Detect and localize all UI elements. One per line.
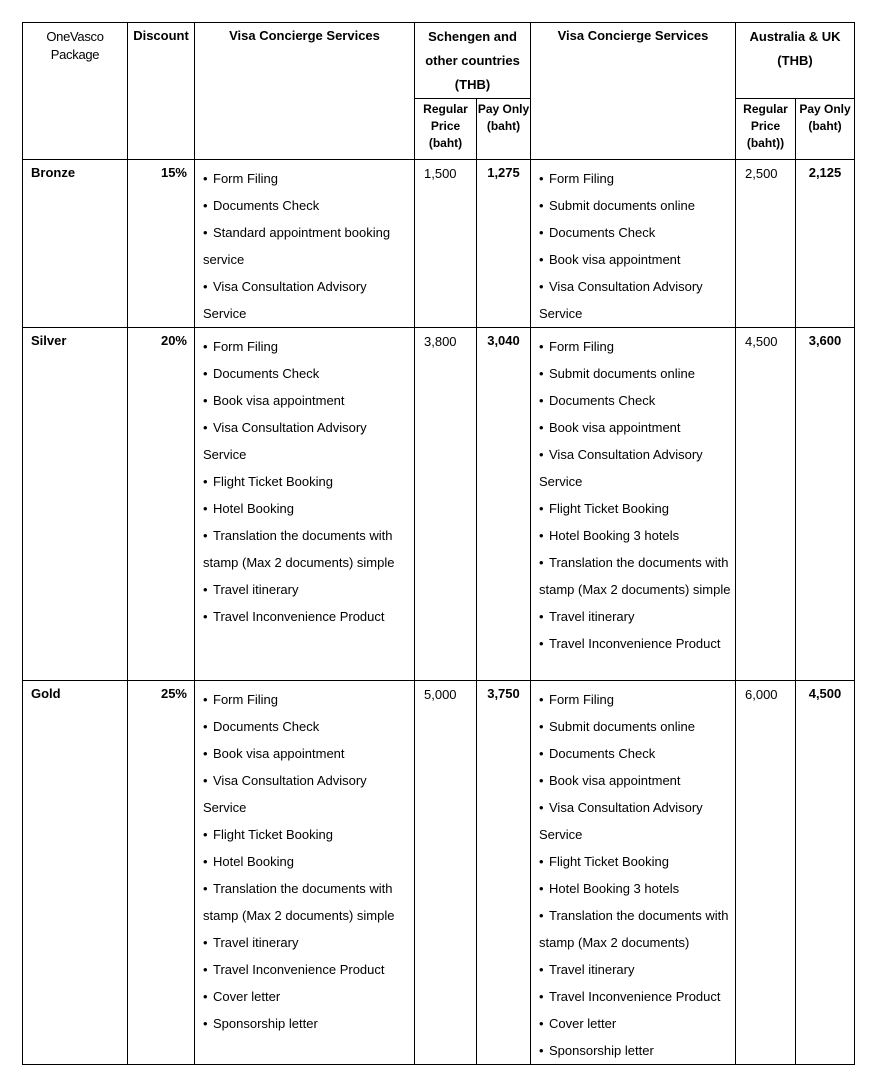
service-item bbox=[539, 333, 731, 360]
bullet: • bbox=[539, 800, 544, 815]
service-text: Flight Ticket Booking bbox=[213, 827, 333, 842]
service-text: Submit documents online bbox=[549, 366, 695, 381]
bullet: • bbox=[203, 609, 208, 624]
pay-only-schengen: 3,040 bbox=[477, 328, 531, 681]
package-row-bronze bbox=[23, 160, 855, 328]
bullet: • bbox=[539, 198, 544, 213]
header-region-schengen-line2: other countries bbox=[425, 53, 520, 68]
service-text: Translation the documents with stamp (Max 2 documents) simple bbox=[203, 528, 395, 570]
service-item bbox=[203, 192, 410, 219]
service-item bbox=[203, 387, 410, 414]
service-item bbox=[539, 273, 731, 327]
service-text: Travel itinerary bbox=[213, 582, 299, 597]
service-item bbox=[539, 246, 731, 273]
service-item bbox=[539, 441, 731, 495]
regular-price-schengen: 3,800 bbox=[415, 328, 477, 681]
service-text: Cover letter bbox=[549, 1016, 617, 1031]
bullet: • bbox=[203, 198, 208, 213]
bullet: • bbox=[539, 989, 544, 1004]
bullet: • bbox=[539, 609, 544, 624]
service-item bbox=[539, 983, 731, 1010]
service-item bbox=[539, 192, 731, 219]
service-text: Submit documents online bbox=[549, 198, 695, 213]
bullet: • bbox=[539, 393, 544, 408]
service-list bbox=[203, 165, 410, 327]
service-text: Flight Ticket Booking bbox=[213, 474, 333, 489]
header-discount: Discount bbox=[128, 23, 195, 160]
bullet: • bbox=[539, 746, 544, 761]
pay-only-australia-uk: 3,600 bbox=[796, 328, 855, 681]
bullet: • bbox=[203, 474, 208, 489]
service-item bbox=[203, 821, 410, 848]
service-item bbox=[539, 549, 731, 603]
bullet: • bbox=[203, 420, 208, 435]
service-item bbox=[539, 956, 731, 983]
services-australia-uk bbox=[531, 160, 736, 328]
service-item bbox=[203, 1010, 410, 1037]
services-schengen bbox=[195, 160, 415, 328]
services-schengen bbox=[195, 681, 415, 1065]
service-text: Cover letter bbox=[213, 989, 281, 1004]
service-text: Form Filing bbox=[213, 171, 279, 186]
header-package bbox=[23, 23, 128, 160]
bullet: • bbox=[203, 366, 208, 381]
service-item bbox=[539, 219, 731, 246]
services-australia-uk bbox=[531, 328, 736, 681]
bullet: • bbox=[539, 962, 544, 977]
service-text: Translation the documents with stamp (Max 2 documents) simple bbox=[539, 555, 731, 597]
bullet: • bbox=[539, 555, 544, 570]
services-australia-uk bbox=[531, 681, 736, 1065]
bullet: • bbox=[203, 854, 208, 869]
service-text: Book visa appointment bbox=[213, 746, 345, 761]
service-item bbox=[203, 956, 410, 983]
services-schengen bbox=[195, 328, 415, 681]
bullet: • bbox=[539, 366, 544, 381]
bullet: • bbox=[539, 854, 544, 869]
bullet: • bbox=[539, 1016, 544, 1031]
service-item bbox=[539, 1037, 731, 1064]
package-rows bbox=[23, 160, 855, 1065]
service-text: Book visa appointment bbox=[549, 773, 681, 788]
bullet: • bbox=[539, 773, 544, 788]
regular-price-schengen: 1,500 bbox=[415, 160, 477, 328]
bullet: • bbox=[539, 636, 544, 651]
service-text: Form Filing bbox=[549, 339, 615, 354]
service-text: Travel Inconvenience Product bbox=[213, 609, 385, 624]
service-text: Visa Consultation Advisory Service bbox=[539, 279, 703, 321]
regular-price-australia-uk: 6,000 bbox=[736, 681, 796, 1065]
header-regular-price-2: Regular Price (baht)) bbox=[736, 99, 796, 160]
service-text: Translation the documents with stamp (Max 2 documents) simple bbox=[203, 881, 395, 923]
service-list bbox=[539, 686, 731, 1064]
bullet: • bbox=[203, 962, 208, 977]
header-services-1: Visa Concierge Services bbox=[195, 23, 415, 160]
header-pay-only-2: Pay Only (baht) bbox=[796, 99, 855, 160]
bullet: • bbox=[203, 1016, 208, 1031]
package-name: Gold bbox=[23, 681, 128, 1065]
service-text: Visa Consultation Advisory Service bbox=[203, 279, 367, 321]
service-list bbox=[203, 686, 410, 1037]
bullet: • bbox=[203, 582, 208, 597]
service-item bbox=[539, 713, 731, 740]
service-item bbox=[539, 630, 731, 657]
service-text: Documents Check bbox=[549, 225, 656, 240]
service-text: Documents Check bbox=[549, 393, 656, 408]
service-item bbox=[539, 165, 731, 192]
pay-only-schengen: 1,275 bbox=[477, 160, 531, 328]
header-region-australia-uk bbox=[736, 23, 855, 99]
service-item bbox=[539, 740, 731, 767]
bullet: • bbox=[539, 908, 544, 923]
header-region-australia-uk-line1: Australia & UK bbox=[749, 29, 841, 44]
header-regular-price-1: Regular Price (baht) bbox=[415, 99, 477, 160]
service-text: Travel itinerary bbox=[213, 935, 299, 950]
package-name: Silver bbox=[23, 328, 128, 681]
service-item bbox=[539, 686, 731, 713]
header-region-schengen-line3: (THB) bbox=[454, 77, 491, 92]
bullet: • bbox=[203, 171, 208, 186]
service-item bbox=[539, 360, 731, 387]
service-text: Form Filing bbox=[213, 339, 279, 354]
service-list bbox=[203, 333, 410, 630]
bullet: • bbox=[203, 881, 208, 896]
service-item bbox=[203, 983, 410, 1010]
header-region-schengen-line1: Schengen and bbox=[428, 29, 517, 44]
discount-value: 20% bbox=[128, 328, 195, 681]
service-text: Hotel Booking 3 hotels bbox=[549, 528, 680, 543]
header-row bbox=[23, 23, 855, 99]
bullet: • bbox=[539, 279, 544, 294]
service-text: Visa Consultation Advisory Service bbox=[203, 420, 367, 462]
bullet: • bbox=[203, 773, 208, 788]
service-text: Hotel Booking bbox=[213, 501, 294, 516]
package-price-table bbox=[22, 22, 855, 1065]
service-item bbox=[539, 495, 731, 522]
service-text: Form Filing bbox=[549, 692, 615, 707]
service-item bbox=[539, 875, 731, 902]
bullet: • bbox=[203, 692, 208, 707]
bullet: • bbox=[203, 393, 208, 408]
service-text: Book visa appointment bbox=[213, 393, 345, 408]
service-text: Form Filing bbox=[213, 692, 279, 707]
service-item bbox=[539, 1010, 731, 1037]
service-item bbox=[203, 767, 410, 821]
service-text: Translation the documents with stamp (Max 2 documents) bbox=[539, 908, 729, 950]
header-pay-only-1: Pay Only (baht) bbox=[477, 99, 531, 160]
package-row-gold bbox=[23, 681, 855, 1065]
service-text: Travel Inconvenience Product bbox=[549, 636, 721, 651]
service-text: Visa Consultation Advisory Service bbox=[539, 447, 703, 489]
service-item bbox=[203, 333, 410, 360]
service-text: Submit documents online bbox=[549, 719, 695, 734]
service-text: Sponsorship letter bbox=[549, 1043, 654, 1058]
service-item bbox=[539, 794, 731, 848]
service-item bbox=[203, 522, 410, 576]
header-package-line2: Package bbox=[50, 47, 100, 62]
header-package-line1: OneVasco bbox=[46, 29, 104, 44]
bullet: • bbox=[539, 420, 544, 435]
service-item bbox=[203, 495, 410, 522]
package-row-silver bbox=[23, 328, 855, 681]
service-item bbox=[539, 603, 731, 630]
bullet: • bbox=[539, 225, 544, 240]
pay-only-schengen: 3,750 bbox=[477, 681, 531, 1065]
bullet: • bbox=[203, 501, 208, 516]
bullet: • bbox=[203, 935, 208, 950]
service-text: Flight Ticket Booking bbox=[549, 501, 669, 516]
bullet: • bbox=[539, 501, 544, 516]
bullet: • bbox=[539, 528, 544, 543]
bullet: • bbox=[539, 719, 544, 734]
service-text: Documents Check bbox=[213, 719, 320, 734]
regular-price-australia-uk: 4,500 bbox=[736, 328, 796, 681]
service-text: Visa Consultation Advisory Service bbox=[203, 773, 367, 815]
service-item bbox=[203, 468, 410, 495]
bullet: • bbox=[203, 528, 208, 543]
header-services-2: Visa Concierge Services bbox=[531, 23, 736, 160]
bullet: • bbox=[203, 827, 208, 842]
bullet: • bbox=[539, 339, 544, 354]
service-list bbox=[539, 333, 731, 657]
service-text: Book visa appointment bbox=[549, 252, 681, 267]
service-item bbox=[539, 414, 731, 441]
service-item bbox=[539, 902, 731, 956]
bullet: • bbox=[203, 279, 208, 294]
service-item bbox=[203, 740, 410, 767]
service-text: Hotel Booking 3 hotels bbox=[549, 881, 680, 896]
service-item bbox=[203, 713, 410, 740]
service-item bbox=[203, 848, 410, 875]
bullet: • bbox=[539, 252, 544, 267]
service-item bbox=[203, 219, 410, 273]
service-text: Sponsorship letter bbox=[213, 1016, 318, 1031]
service-text: Documents Check bbox=[549, 746, 656, 761]
bullet: • bbox=[539, 171, 544, 186]
bullet: • bbox=[539, 447, 544, 462]
service-text: Documents Check bbox=[213, 198, 320, 213]
service-text: Documents Check bbox=[213, 366, 320, 381]
service-item bbox=[203, 875, 410, 929]
discount-value: 25% bbox=[128, 681, 195, 1065]
service-text: Travel itinerary bbox=[549, 609, 635, 624]
bullet: • bbox=[539, 692, 544, 707]
header-region-schengen bbox=[415, 23, 531, 99]
service-text: Visa Consultation Advisory Service bbox=[539, 800, 703, 842]
service-text: Book visa appointment bbox=[549, 420, 681, 435]
service-item bbox=[539, 848, 731, 875]
bullet: • bbox=[203, 339, 208, 354]
service-item bbox=[539, 522, 731, 549]
service-item bbox=[203, 414, 410, 468]
bullet: • bbox=[203, 719, 208, 734]
bullet: • bbox=[203, 746, 208, 761]
bullet: • bbox=[539, 1043, 544, 1058]
service-text: Form Filing bbox=[549, 171, 615, 186]
service-item bbox=[203, 686, 410, 713]
header-region-australia-uk-line2: (THB) bbox=[777, 53, 813, 68]
service-text: Travel Inconvenience Product bbox=[549, 989, 721, 1004]
bullet: • bbox=[203, 225, 208, 240]
service-text: Travel Inconvenience Product bbox=[213, 962, 385, 977]
bullet: • bbox=[539, 881, 544, 896]
discount-value: 15% bbox=[128, 160, 195, 328]
service-item bbox=[203, 929, 410, 956]
bullet: • bbox=[203, 989, 208, 1004]
pay-only-australia-uk: 2,125 bbox=[796, 160, 855, 328]
service-text: Standard appointment booking service bbox=[203, 225, 391, 267]
service-item bbox=[203, 603, 410, 630]
service-text: Hotel Booking bbox=[213, 854, 294, 869]
service-text: Flight Ticket Booking bbox=[549, 854, 669, 869]
regular-price-schengen: 5,000 bbox=[415, 681, 477, 1065]
regular-price-australia-uk: 2,500 bbox=[736, 160, 796, 328]
package-name: Bronze bbox=[23, 160, 128, 328]
service-item bbox=[539, 387, 731, 414]
service-item bbox=[203, 576, 410, 603]
service-item bbox=[203, 360, 410, 387]
pay-only-australia-uk: 4,500 bbox=[796, 681, 855, 1065]
service-item bbox=[539, 767, 731, 794]
service-item bbox=[203, 165, 410, 192]
service-item bbox=[203, 273, 410, 327]
service-list bbox=[539, 165, 731, 327]
service-text: Travel itinerary bbox=[549, 962, 635, 977]
